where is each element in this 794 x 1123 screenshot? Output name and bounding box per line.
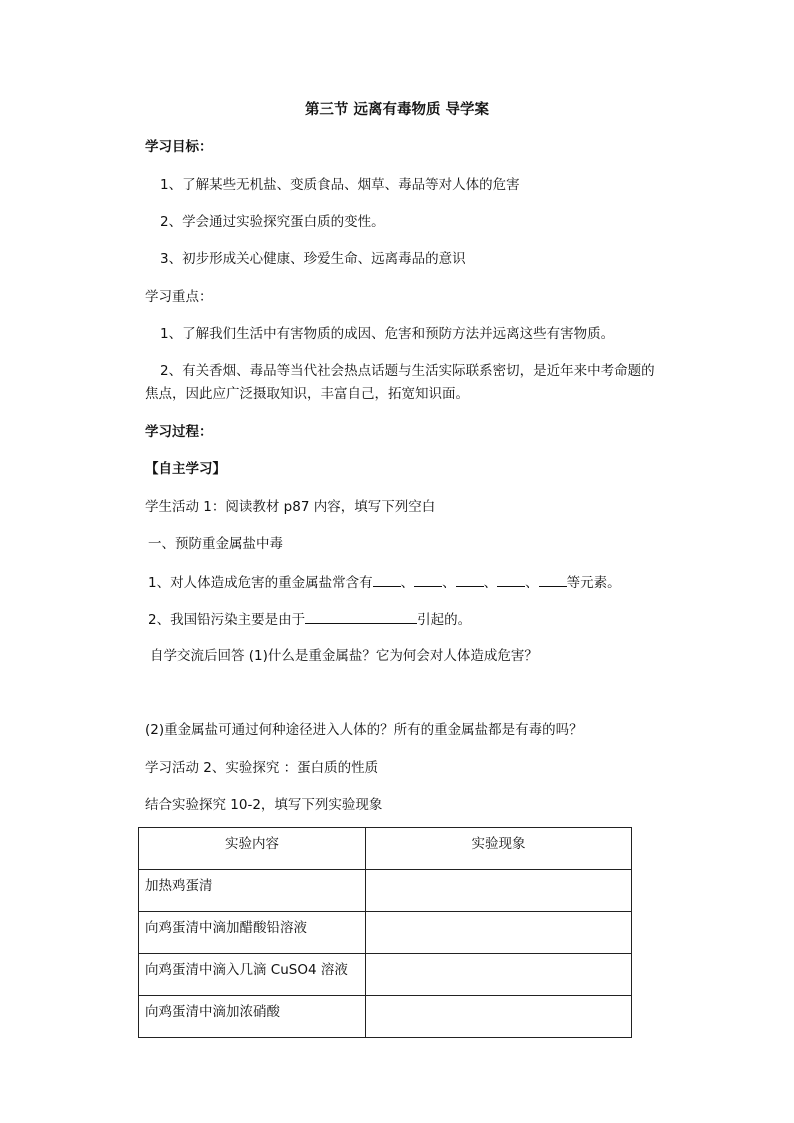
table-header-row: [139, 828, 632, 870]
column-header-phenomenon: 实验现象: [366, 828, 632, 870]
fill-blank[interactable]: [414, 571, 442, 587]
table-row: [139, 996, 632, 1038]
phenomenon-answer-cell[interactable]: [366, 996, 632, 1038]
objective-item-3: 3、初步形成关心健康、珍爱生命、远离毒品的意识: [160, 251, 466, 267]
activity-1: 学生活动 1：阅读教材 p87 内容，填写下列空白: [145, 499, 436, 515]
objective-item-2: 2、学会通过实验探究蛋白质的变性。: [160, 214, 385, 230]
fill-blank[interactable]: [305, 608, 417, 624]
table-row: [139, 954, 632, 996]
experiment-content-cell: 向鸡蛋清中滴加醋酸铅溶液: [139, 912, 366, 954]
question-1-suffix: 等元素。: [566, 575, 621, 591]
experiment-table: [138, 827, 632, 1038]
question-2-prefix: 2、我国铅污染主要是由于: [148, 612, 306, 628]
key-points-heading: 学习重点：: [145, 289, 213, 305]
key-point-item-1: 1、了解我们生活中有害物质的成因、危害和预防方法并远离这些有害物质。: [160, 326, 615, 342]
page-title: 第三节 远离有毒物质 导学案: [304, 102, 490, 118]
self-study-heading: 【自主学习】: [145, 461, 226, 477]
phenomenon-answer-cell[interactable]: [366, 870, 632, 912]
objective-item-1: 1、了解某些无机盐、变质食品、烟草、毒品等对人体的危害: [160, 177, 520, 193]
fill-blank[interactable]: [373, 571, 401, 587]
activity-2-note: 结合实验探究 10-2，填写下列实验现象: [145, 797, 383, 813]
phenomenon-answer-cell[interactable]: [366, 912, 632, 954]
key-point-item-2-line1: 2、有关香烟、毒品等当代社会热点话题与生活实际联系密切，是近年来中考命题的: [160, 363, 655, 379]
fill-blank[interactable]: [456, 571, 484, 587]
experiment-content-cell: 向鸡蛋清中滴加浓硝酸: [139, 996, 366, 1038]
objectives-heading: 学习目标：: [145, 139, 213, 155]
experiment-content-cell: 加热鸡蛋清: [139, 870, 366, 912]
question-1-prefix: 1、对人体造成危害的重金属盐常含有: [148, 575, 373, 591]
experiment-content-cell: 向鸡蛋清中滴入几滴 CuSO4 溶液: [139, 954, 366, 996]
question-2: [148, 608, 471, 630]
discussion-question-1: 自学交流后回答 (1)什么是重金属盐？它为何会对人体造成危害？: [150, 648, 538, 664]
question-1: 1、对人体造成危害的重金属盐常含有 、 、 、 、 等元素。: [148, 571, 621, 593]
section-1-heading: 一、预防重金属盐中毒: [148, 536, 283, 552]
fill-blank[interactable]: [497, 571, 525, 587]
column-header-content: 实验内容: [139, 828, 366, 870]
table-row: [139, 870, 632, 912]
process-heading: 学习过程：: [145, 424, 213, 440]
discussion-question-2: (2)重金属盐可通过何种途径进入人体的？所有的重金属盐都是有毒的吗？: [145, 722, 583, 738]
table-row: [139, 912, 632, 954]
key-point-item-2-line2: 焦点，因此应广泛摄取知识，丰富自己，拓宽知识面。: [145, 386, 469, 402]
phenomenon-answer-cell[interactable]: [366, 954, 632, 996]
fill-blank[interactable]: [539, 571, 567, 587]
question-2-suffix: 引起的。: [417, 612, 472, 628]
activity-2: 学习活动 2、实验探究 ：蛋白质的性质: [145, 760, 379, 776]
